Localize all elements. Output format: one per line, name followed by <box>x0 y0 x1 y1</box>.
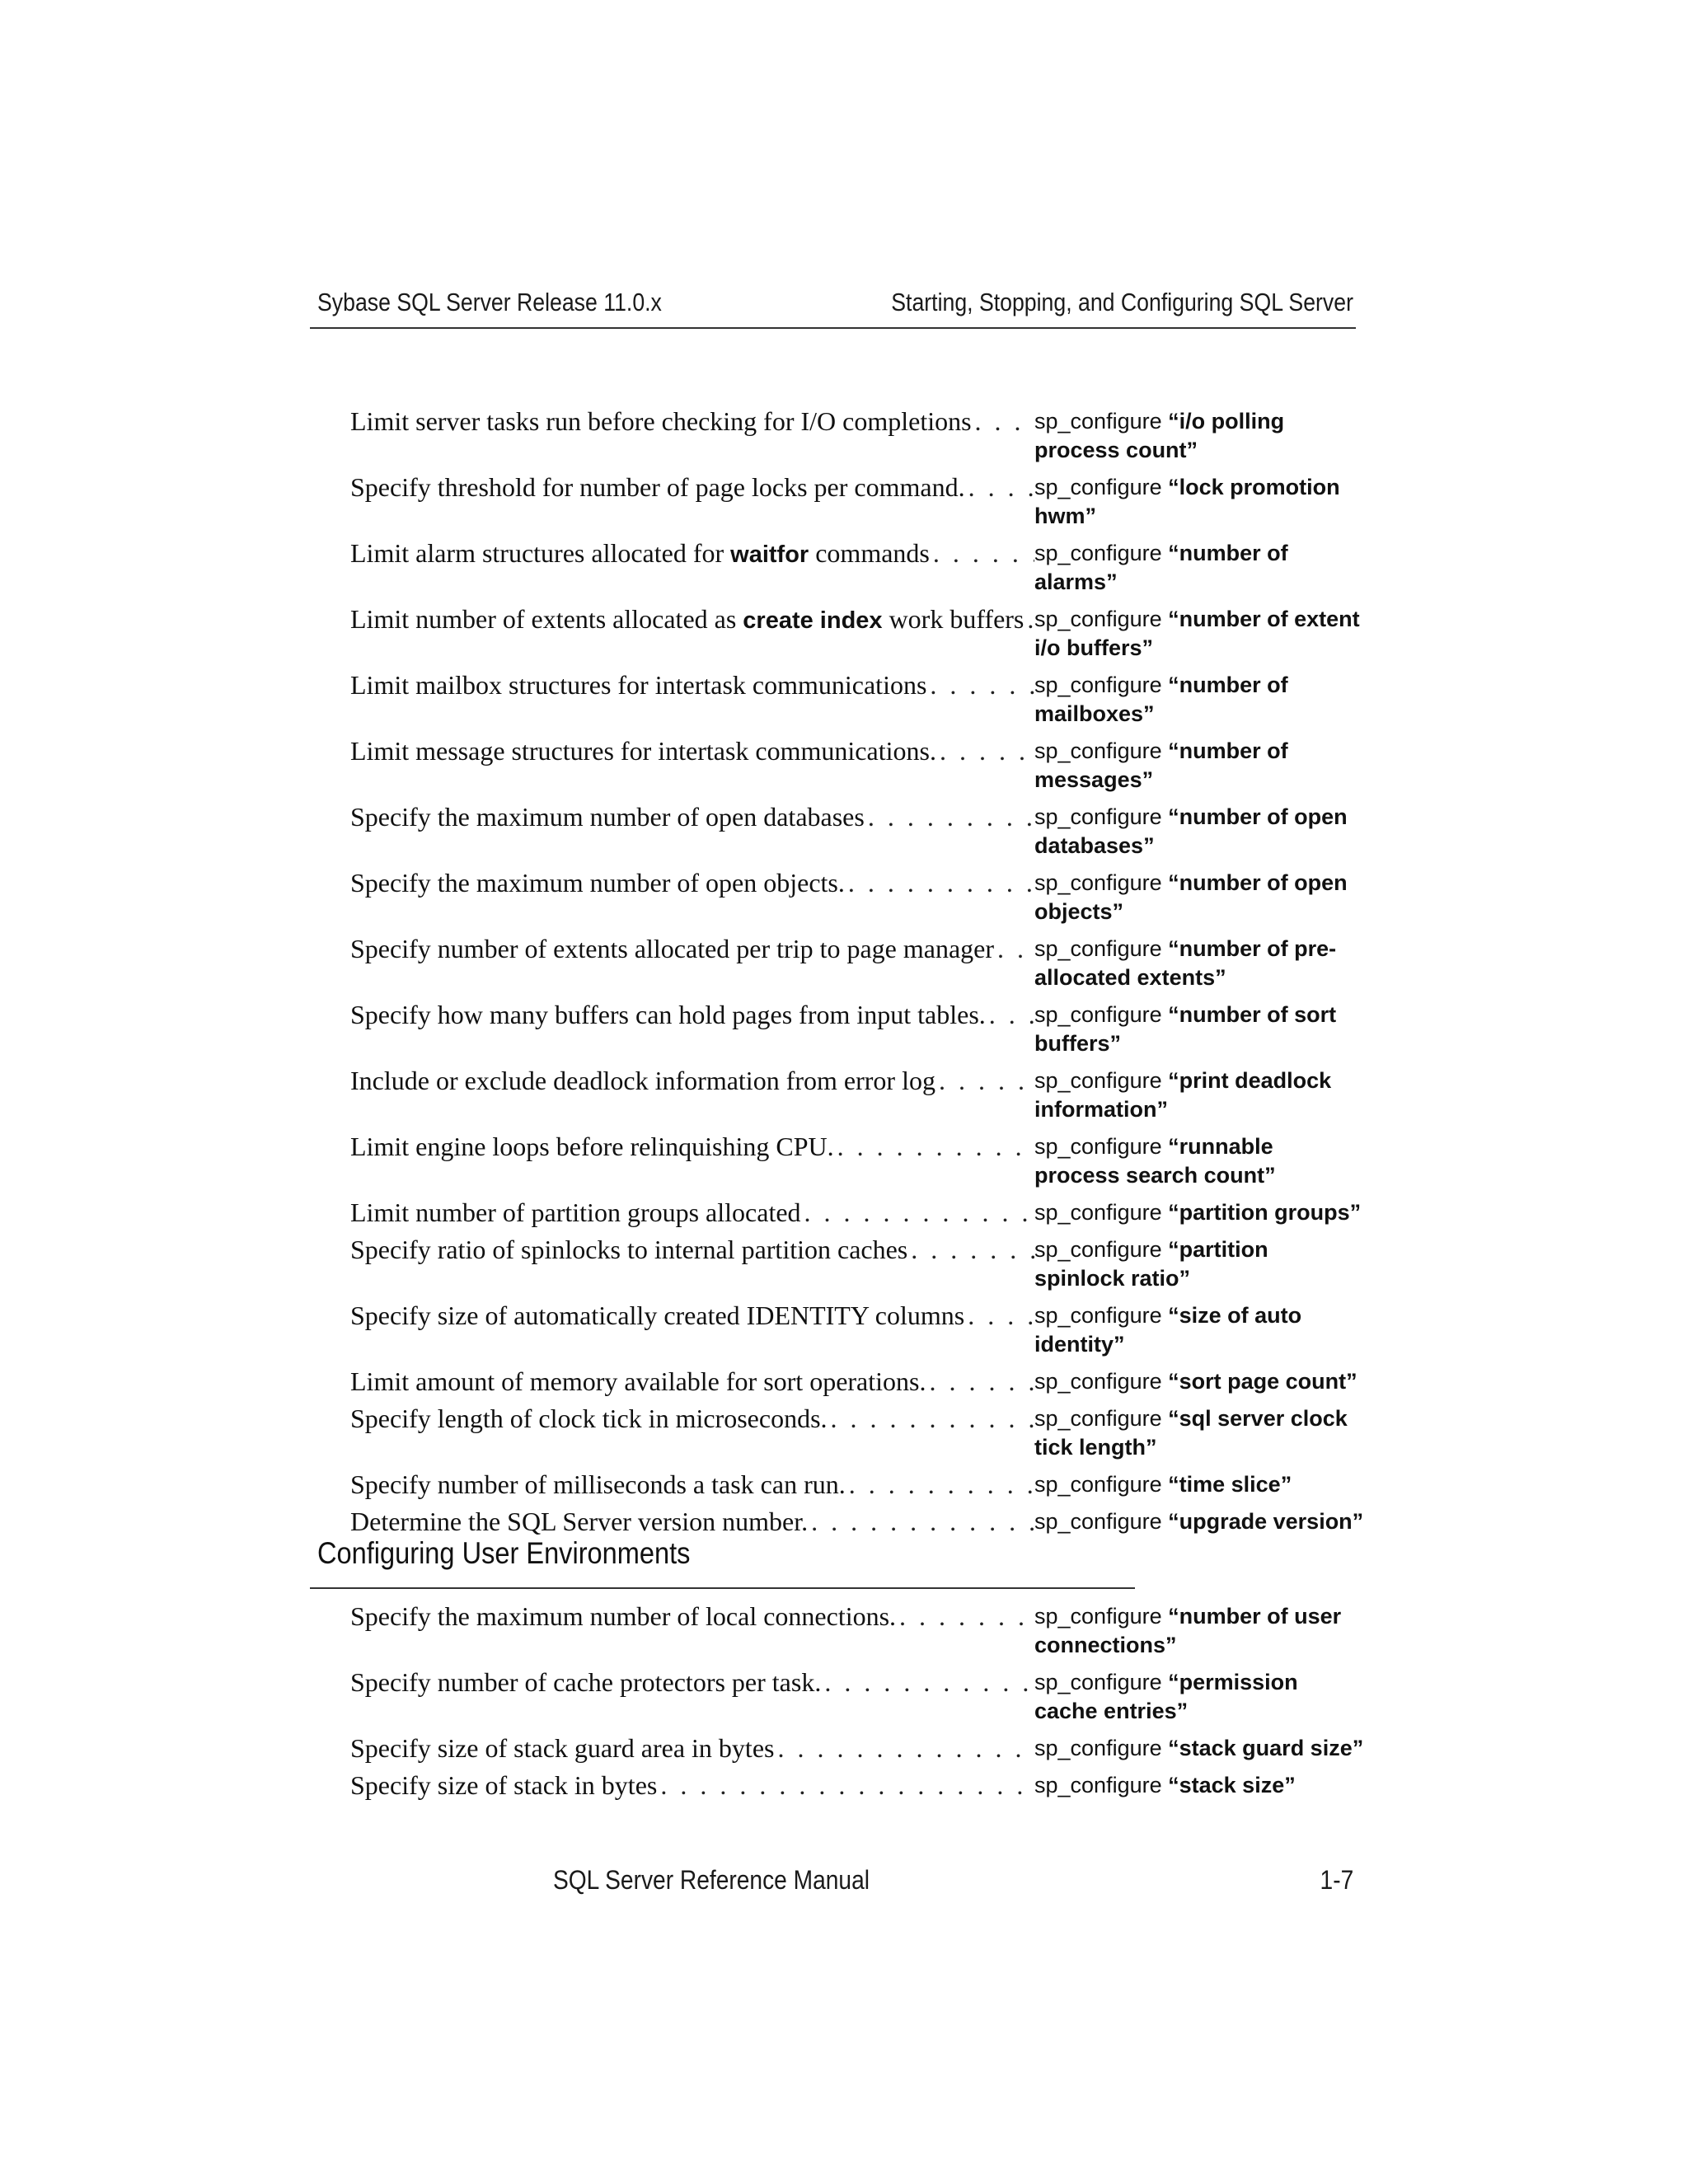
page-number: 1-7 <box>1320 1865 1353 1895</box>
command-option: “time slice” <box>1168 1472 1292 1497</box>
command-option: “upgrade version” <box>1168 1509 1364 1534</box>
dot-leader <box>896 1602 1034 1631</box>
row-command <box>1034 1198 1364 1227</box>
row-command <box>1034 1507 1364 1536</box>
row-description: Limit number of extents allocated as create index work buffers . . . <box>350 605 1034 635</box>
dot-leader <box>986 1001 1034 1029</box>
table-row <box>350 539 1364 597</box>
row-command <box>1034 539 1364 597</box>
command-name: sp_configure <box>1034 1604 1162 1629</box>
table-row <box>350 1132 1364 1190</box>
row-command <box>1034 1001 1364 1058</box>
command-option: “partition spinlock ratio” <box>1034 1237 1268 1291</box>
table-row <box>350 1001 1364 1058</box>
dot-leader <box>935 1066 1034 1095</box>
command-option: “sort page count” <box>1168 1369 1357 1394</box>
dot-leader <box>926 671 1034 700</box>
table-row <box>350 1771 1364 1800</box>
keyword-waitfor: waitfor <box>730 541 809 568</box>
command-name: sp_configure <box>1034 1472 1162 1497</box>
table-row <box>350 1066 1364 1124</box>
command-name: sp_configure <box>1034 1773 1162 1797</box>
command-name: sp_configure <box>1034 738 1162 763</box>
dot-leader <box>657 1771 1034 1800</box>
command-name: sp_configure <box>1034 673 1162 697</box>
row-command <box>1034 605 1364 663</box>
row-description: Limit amount of memory available for sort operations. . . . <box>350 1367 1034 1396</box>
section-rule <box>310 1587 1135 1589</box>
row-description: Specify number of cache protectors per task. . . . <box>350 1668 1034 1697</box>
command-option: “number of pre-allocated extents” <box>1034 936 1337 990</box>
dot-leader <box>994 935 1034 963</box>
command-name: sp_configure <box>1034 607 1162 631</box>
row-command <box>1034 737 1364 794</box>
command-option: “size of auto identity” <box>1034 1303 1302 1357</box>
command-option: “number of extent i/o buffers” <box>1034 607 1360 660</box>
table-row <box>350 1507 1364 1536</box>
row-command <box>1034 1132 1364 1190</box>
row-command <box>1034 1235 1364 1293</box>
row-description: Determine the SQL Server version number. . . . <box>350 1507 1034 1536</box>
dot-leader <box>834 1132 1034 1161</box>
row-command <box>1034 1668 1364 1726</box>
dot-leader <box>801 1198 1034 1227</box>
command-name: sp_configure <box>1034 1406 1162 1431</box>
command-name: sp_configure <box>1034 1670 1162 1694</box>
command-name: sp_configure <box>1034 1509 1162 1534</box>
table-row <box>350 1668 1364 1726</box>
command-name: sp_configure <box>1034 1200 1162 1225</box>
command-option: “number of alarms” <box>1034 541 1288 594</box>
dot-leader <box>926 1367 1034 1396</box>
row-description: Limit server tasks run before checking for I/O completions . . . <box>350 407 1034 436</box>
table-row <box>350 869 1364 926</box>
table-row <box>350 803 1364 860</box>
command-name: sp_configure <box>1034 475 1162 499</box>
table-row <box>350 1235 1364 1293</box>
table-row <box>350 1198 1364 1227</box>
row-command <box>1034 803 1364 860</box>
command-name: sp_configure <box>1034 1736 1162 1760</box>
dot-leader <box>930 539 1034 568</box>
section-heading: Configuring User Environments <box>317 1536 691 1570</box>
row-description: Specify size of automatically created IDENTITY columns . . . <box>350 1301 1034 1330</box>
row-command <box>1034 407 1364 465</box>
table-row <box>350 1602 1364 1660</box>
command-name: sp_configure <box>1034 1134 1162 1159</box>
row-description: Specify size of stack in bytes . . . <box>350 1771 1034 1800</box>
command-option: “permission cache entries” <box>1034 1670 1298 1723</box>
running-footer-title: SQL Server Reference Manual <box>553 1865 870 1895</box>
command-name: sp_configure <box>1034 870 1162 895</box>
command-name: sp_configure <box>1034 1068 1162 1093</box>
command-option: “lock promotion hwm” <box>1034 475 1340 528</box>
table-row <box>350 473 1364 531</box>
command-name: sp_configure <box>1034 1369 1162 1394</box>
command-name: sp_configure <box>1034 1002 1162 1027</box>
row-command <box>1034 671 1364 729</box>
row-description: Limit alarm structures allocated for waitfor commands . . . <box>350 539 1034 569</box>
config-table-server <box>350 407 1364 1544</box>
dot-leader <box>936 737 1034 766</box>
command-option: “stack size” <box>1168 1773 1296 1797</box>
dot-leader <box>828 1404 1034 1433</box>
row-description: Specify length of clock tick in microseconds. . . . <box>350 1404 1034 1433</box>
command-name: sp_configure <box>1034 1303 1162 1328</box>
command-option: “runnable process search count” <box>1034 1134 1276 1188</box>
row-command <box>1034 1404 1364 1462</box>
dot-leader <box>821 1668 1034 1697</box>
table-row <box>350 1404 1364 1462</box>
command-name: sp_configure <box>1034 409 1162 434</box>
row-command <box>1034 935 1364 992</box>
dot-leader <box>774 1734 1034 1763</box>
row-description: Include or exclude deadlock information from error log . . . <box>350 1066 1034 1095</box>
command-option: “number of sort buffers” <box>1034 1002 1337 1056</box>
row-description: Specify how many buffers can hold pages from input tables. . . . <box>350 1001 1034 1029</box>
row-description: Specify the maximum number of open objects. . . . <box>350 869 1034 898</box>
row-command <box>1034 1367 1364 1396</box>
row-command <box>1034 473 1364 531</box>
dot-leader <box>865 803 1034 832</box>
command-name: sp_configure <box>1034 936 1162 961</box>
command-option: “number of mailboxes” <box>1034 673 1288 726</box>
command-name: sp_configure <box>1034 804 1162 829</box>
dot-leader <box>845 869 1034 898</box>
keyword-create-index: create index <box>743 607 883 634</box>
command-option: “number of messages” <box>1034 738 1288 792</box>
row-description: Specify the maximum number of local connections. . . . <box>350 1602 1034 1631</box>
row-command <box>1034 1771 1364 1800</box>
command-option: “partition groups” <box>1168 1200 1362 1225</box>
running-header-right: Starting, Stopping, and Configuring SQL Server <box>891 288 1353 316</box>
table-row <box>350 671 1364 729</box>
command-option: “number of open databases” <box>1034 804 1348 858</box>
header-rule <box>310 327 1356 329</box>
command-option: “sql server clock tick length” <box>1034 1406 1348 1460</box>
command-option: “number of open objects” <box>1034 870 1348 924</box>
dot-leader <box>907 1235 1034 1264</box>
row-command <box>1034 1734 1364 1763</box>
table-row <box>350 1301 1364 1359</box>
table-row <box>350 1470 1364 1499</box>
table-row <box>350 407 1364 465</box>
dot-leader <box>1024 605 1034 634</box>
dot-leader <box>972 407 1034 436</box>
table-row <box>350 1734 1364 1763</box>
row-command <box>1034 1470 1364 1499</box>
row-description: Specify number of extents allocated per trip to page manager . . . <box>350 935 1034 963</box>
config-table-user-environments <box>350 1602 1364 1808</box>
command-name: sp_configure <box>1034 1237 1162 1262</box>
dot-leader <box>808 1507 1034 1536</box>
row-command <box>1034 1602 1364 1660</box>
running-header-left: Sybase SQL Server Release 11.0.x <box>317 288 662 316</box>
command-option: “i/o polling process count” <box>1034 409 1285 462</box>
row-description: Limit number of partition groups allocated . . . <box>350 1198 1034 1227</box>
table-row <box>350 605 1364 663</box>
row-description: Specify number of milliseconds a task can run. . . . <box>350 1470 1034 1499</box>
row-description: Limit message structures for intertask communications. . . . <box>350 737 1034 766</box>
row-command <box>1034 869 1364 926</box>
row-description: Specify threshold for number of page locks per command. . . . <box>350 473 1034 502</box>
row-description: Specify size of stack guard area in bytes . . . <box>350 1734 1034 1763</box>
table-row <box>350 1367 1364 1396</box>
dot-leader <box>965 473 1034 502</box>
row-description: Limit engine loops before relinquishing CPU. . . . <box>350 1132 1034 1161</box>
dot-leader <box>964 1301 1034 1330</box>
row-description: Specify the maximum number of open databases . . . <box>350 803 1034 832</box>
row-command <box>1034 1301 1364 1359</box>
row-command <box>1034 1066 1364 1124</box>
row-description: Limit mailbox structures for intertask communications . . . <box>350 671 1034 700</box>
table-row <box>350 935 1364 992</box>
table-row <box>350 737 1364 794</box>
command-option: “number of user connections” <box>1034 1604 1342 1657</box>
dot-leader <box>846 1470 1034 1499</box>
row-description: Specify ratio of spinlocks to internal partition caches . . . <box>350 1235 1034 1264</box>
command-option: “print deadlock information” <box>1034 1068 1332 1122</box>
command-option: “stack guard size” <box>1168 1736 1364 1760</box>
command-name: sp_configure <box>1034 541 1162 565</box>
